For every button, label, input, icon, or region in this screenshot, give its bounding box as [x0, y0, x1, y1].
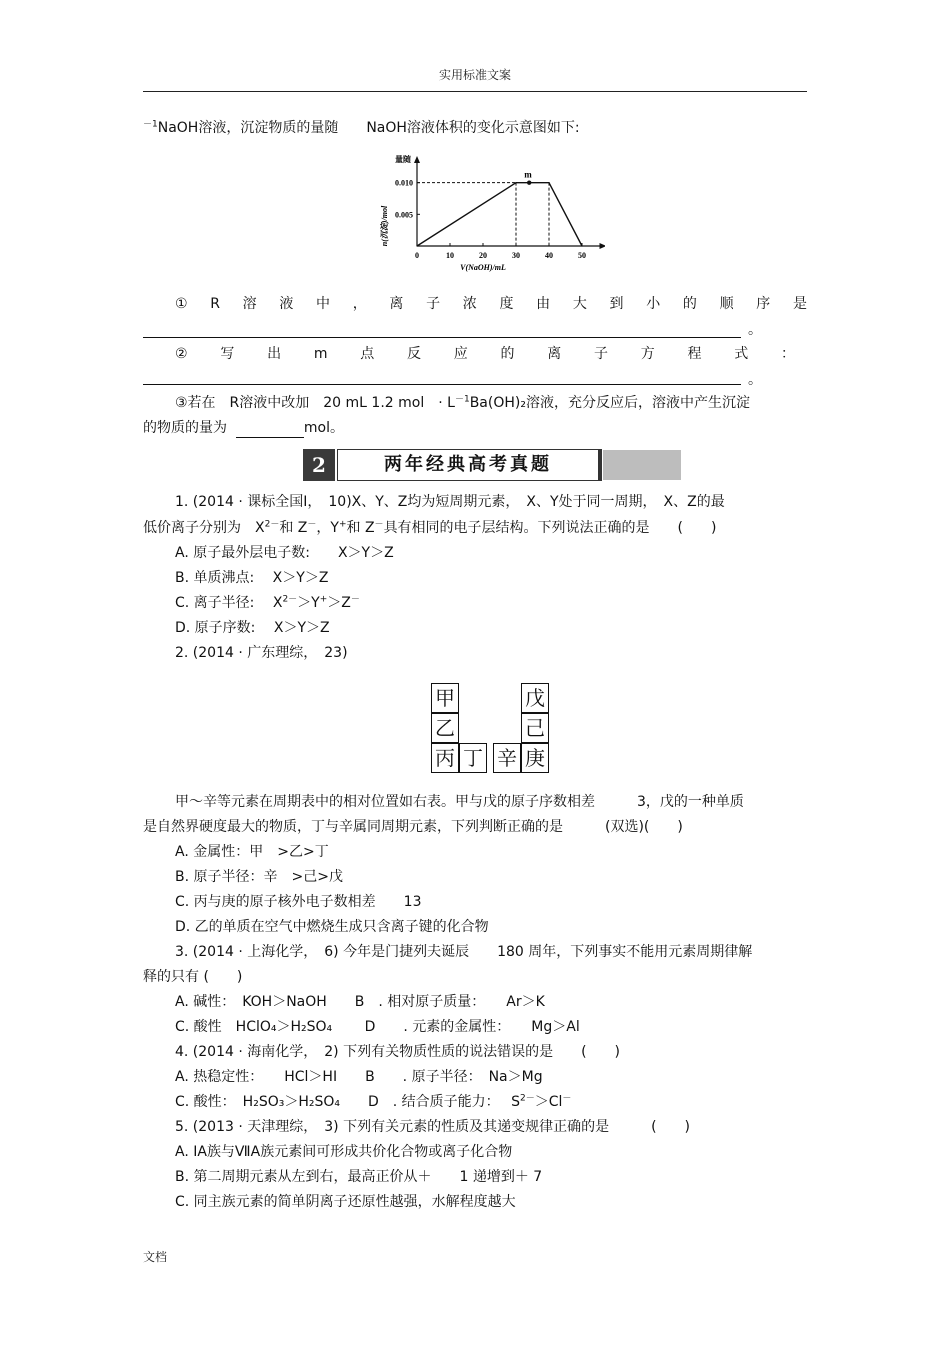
s1-char: 到: [609, 296, 624, 312]
s2-char: m: [313, 346, 328, 362]
q1-line2: 低价离子分别为 $X^{2-}$和 Z－，Y+和 Z－具有相同的电子层结构。下列说法正确的是 ( ): [143, 519, 717, 536]
s2-char: 写: [220, 346, 235, 362]
intro-sup: －1: [143, 119, 158, 130]
cell-ding: 丁: [459, 743, 487, 773]
q2-option-d: D. 乙的单质在空气中燃烧生成只含离子键的化合物: [175, 919, 489, 935]
q2-option-a: A. 金属性：甲 >乙>丁: [175, 844, 329, 860]
s2-char: 子: [593, 346, 608, 362]
x-tick-label: 0: [415, 251, 419, 260]
s1-char: 液: [279, 296, 294, 312]
precipitate-chart: [375, 150, 605, 278]
q1-option-c: C. 离子半径: $X^{2-}>Y^+>Z^-$: [175, 594, 360, 611]
cell-yi: 乙: [431, 713, 459, 743]
periodic-table-fragment: [431, 683, 549, 773]
s2-char: 式: [734, 346, 749, 362]
x-tick-label: 50: [578, 251, 586, 260]
s2-char: 点: [360, 346, 375, 362]
s1-char: 由: [536, 296, 551, 312]
q5-option-c: C. 同主族元素的简单阴离子还原性越强，水解程度越大: [175, 1194, 516, 1210]
s1-char: 中: [316, 296, 331, 312]
q1-option-d: D. 原子序数: X＞Y＞Z: [175, 620, 330, 636]
s1-char: 度: [499, 296, 514, 312]
q4-line1: 4. (2014 · 海南化学， 2) 下列有关物质性质的说法错误的是 ( ): [175, 1044, 620, 1060]
x-tick-label: 30: [512, 251, 520, 260]
banner-decoration: [603, 450, 681, 480]
cell-wu: 戊: [521, 683, 549, 713]
q2-line1: 2. (2014 · 广东理综， 23): [175, 645, 348, 661]
answer-line-1: [143, 337, 741, 338]
data-point: [581, 245, 582, 246]
subq1-spread: [175, 294, 807, 314]
section-number: 2: [303, 449, 335, 481]
q1-option-b: B. 单质沸点: X＞Y＞Z: [175, 570, 329, 586]
s1-char: 大: [572, 296, 587, 312]
cell-xin: 辛: [493, 743, 521, 773]
q2-para1: 甲～辛等元素在周期表中的相对位置如右表。甲与戊的原子序数相差 3，戊的一种单质: [175, 794, 744, 810]
page-footer: 文档: [143, 1250, 168, 1264]
s1-char: 离: [389, 296, 404, 312]
s1-char: ①: [175, 296, 188, 312]
s1-char: 浓: [462, 296, 477, 312]
x-axis-arrow: [600, 243, 606, 249]
s1-char: 溶: [242, 296, 257, 312]
x-tick-label: 20: [479, 251, 487, 260]
q3-options-cd: C. 酸性 HClO₄＞H₂SO₄ D . 元素的金属性： Mg＞Al: [175, 1019, 580, 1035]
s2-char: ②: [175, 346, 188, 362]
intro-text: NaOH溶液，沉淀物质的量随 NaOH溶液体积的变化示意图如下:: [157, 120, 580, 136]
end-mark-1: 。: [748, 322, 762, 338]
s2-char: 程: [687, 346, 702, 362]
precipitate-series-line: [417, 183, 582, 246]
q1-option-a: A. 原子最外层电子数: X＞Y＞Z: [175, 545, 394, 561]
point-m-marker: [527, 180, 531, 184]
s1-char: R: [210, 296, 220, 312]
answer-line-2: [143, 384, 741, 385]
page-header: 实用标准文案: [438, 68, 511, 82]
s1-char: ，: [352, 296, 367, 312]
y-axis-top-label: 量随: [395, 155, 411, 164]
x-axis-label: V(NaOH)/mL: [460, 263, 506, 272]
s1-char: 顺: [719, 296, 734, 312]
s2-char: 出: [267, 346, 282, 362]
q2-option-c: C. 丙与庚的原子核外电子数相差 13: [175, 894, 422, 910]
data-point: [515, 182, 516, 183]
s1-char: 子: [426, 296, 441, 312]
s2-char: 离: [547, 346, 562, 362]
data-point: [416, 245, 417, 246]
s2-char: 的: [500, 346, 515, 362]
header-rule: [143, 91, 807, 92]
s2-char: 方: [640, 346, 655, 362]
cell-geng: 庚: [521, 743, 549, 773]
x-tick-label: 10: [446, 251, 454, 260]
intro-line: [143, 118, 580, 138]
x-tick-label: 40: [545, 251, 553, 260]
section-banner: [303, 449, 681, 481]
q3-line2: 释的只有 ( ): [143, 969, 243, 985]
subq2-spread: [175, 344, 795, 364]
cell-bing: 丙: [431, 743, 459, 773]
q5-line1: 5. (2013 · 天津理综， 3) 下列有关元素的性质及其递变规律正确的是 ( ): [175, 1119, 690, 1135]
q1-line1: 1. (2014 · 课标全国Ⅰ， 10)X、Y、Z均为短周期元素， X、Y处于同一周期， X、Z的最: [175, 494, 725, 510]
subq3-line2: 的物质的量为 mol。: [143, 420, 344, 436]
q3-line1: 3. (2014 · 上海化学， 6) 今年是门捷列夫诞辰 180 周年，下列事实不能用元素周期律解: [175, 944, 753, 960]
q4-options-ab: A. 热稳定性： HCl＞HI B . 原子半径： Na＞Mg: [175, 1069, 543, 1085]
s1-char: 序: [756, 296, 771, 312]
s2-char: 反: [406, 346, 421, 362]
y-tick-label: 0.010: [395, 178, 413, 188]
q3-options-ab: A. 碱性： KOH＞NaOH B . 相对原子质量： Ar＞K: [175, 994, 545, 1010]
end-mark-2: 。: [748, 372, 762, 388]
q5-option-a: A. ⅠA族与ⅦA族元素间可形成共价化合物或离子化合物: [175, 1144, 513, 1160]
y-axis-arrow: [414, 156, 420, 163]
data-point: [548, 182, 549, 183]
s1-char: 小: [646, 296, 661, 312]
s2-char: 应: [453, 346, 468, 362]
point-m-label: m: [524, 169, 532, 180]
y-axis-label: n(沉淀)/mol: [380, 205, 389, 247]
section-title: 两年经典高考真题: [337, 449, 602, 481]
q2-para2: 是自然界硬度最大的物质，丁与辛属同周期元素，下列判断正确的是 (双选)( ): [143, 819, 683, 835]
y-tick-label: 0.005: [395, 210, 413, 220]
cell-ji: 己: [521, 713, 549, 743]
q4-options-cd: C. 酸性： H₂SO₃＞H₂SO₄ D . 结合质子能力： $S^{2-}>Cl^-$: [175, 1093, 572, 1110]
cell-jia: 甲: [431, 683, 459, 713]
q2-option-b: B. 原子半径：辛 >己>戊: [175, 869, 343, 885]
s2-char: ：: [780, 346, 795, 362]
s1-char: 是: [792, 296, 807, 312]
q5-option-b: B. 第二周期元素从左到右，最高正价从＋ 1 递增到＋ 7: [175, 1169, 543, 1185]
subq3-line1: ③若在 R溶液中改加 20 mL 1.2 mol · $L^{-1}Ba(OH)_2$溶液，充分反应后，溶液中产生沉淀: [175, 394, 750, 411]
s1-char: 的: [682, 296, 697, 312]
answer-blank[interactable]: [236, 423, 304, 438]
